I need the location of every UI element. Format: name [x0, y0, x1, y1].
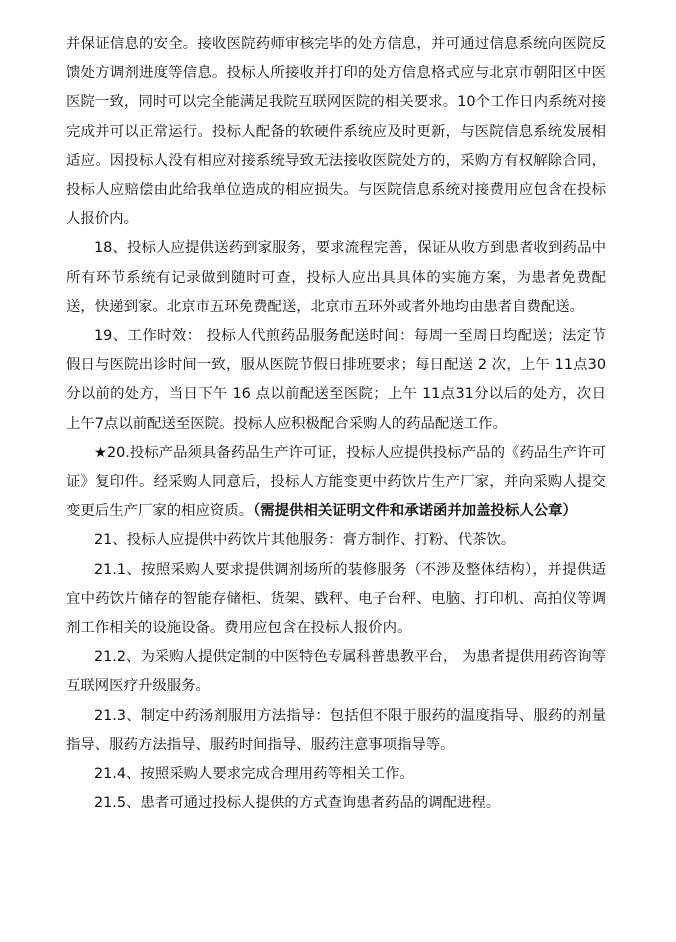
paragraph-item-21-1: 21.1、按照采购人要求提供调剂场所的装修服务（不涉及整体结构），并提供适宜中药饮片储存的智能存储柜、货架、戥秤、电子台秤、电脑、打印机、高拍仪等调剂工作相关的设施设备。费用应包含在投标人报价内。: [66, 561, 606, 637]
paragraph-system-integration: 并保证信息的安全。接收医院药师审核完毕的处方信息，并可通过信息系统向医院反馈处方调剂进度等信息。投标人所接收并打印的处方信息格式应与北京市朝阳区中医医院一致，同时可以完全能满足我院互联网医院的相关要求。10个工作日内系统对接完成并可以正常运行。投标人配备的软硬件系统应及时更新，与医院信息系统发展相适应。因投标人没有相应对接系统导致无法接收医院处方的，采购方有权解除合同，投标人应赔偿由此给我单位造成的相应损失。与医院信息系统对接费用应包含在投标人报价内。: [66, 36, 606, 228]
paragraph-item-18: 18、投标人应提供送药到家服务，要求流程完善，保证从收方到患者收到药品中所有环节系统有记录做到随时可查，投标人应出具具体的实施方案，为患者免费配送，快递到家。北京市五环免费配送，北京市五环外或者外地均由患者自费配送。: [66, 240, 606, 315]
paragraph-item-21: 21、投标人应提供中药饮片其他服务：膏方制作、打粉、代茶饮。: [94, 532, 516, 549]
item-20-requirement-note: （需提供相关证明文件和承诺函并加盖投标人公章）: [253, 503, 577, 520]
paragraph-item-21-3: 21.3、制定中药汤剂服用方法指导：包括但不限于服药的温度指导、服药的剂量指导、服药方法指导、服药时间指导、服药注意事项指导等。: [66, 707, 606, 753]
paragraph-item-19: 19、工作时效： 投标人代煎药品服务配送时间：每周一至周日均配送；法定节假日与医院出诊时间一致，服从医院节假日排班要求；每日配送 2 次，上午 11点30分以前的处方，当日下午 16 点以前配送至医院；上午 11点31分以后的处方，次日上午7点以前配送至医院。投标人应积极配合采购人的药品配送工作。: [66, 328, 606, 432]
paragraph-item-21-2: 21.2、为采购人提供定制的中医特色专属科普患教平台， 为患者提供用药咨询等互联网医疗升级服务。: [66, 649, 606, 695]
paragraph-item-21-4: 21.4、按照采购人要求完成合理用药等相关工作。: [94, 766, 414, 783]
paragraph-item-20: [66, 439, 606, 527]
item-20-text: ★20.投标产品须具备药品生产许可证，投标人应提供投标产品的《药品生产许可证》复印件。经采购人同意后，投标人方能变更中药饮片生产厂家，并向采购人提交变更后生产厂家的相应资质。: [66, 444, 606, 520]
paragraph-item-21-5: 21.5、患者可通过投标人提供的方式查询患者药品的调配进程。: [94, 795, 501, 812]
